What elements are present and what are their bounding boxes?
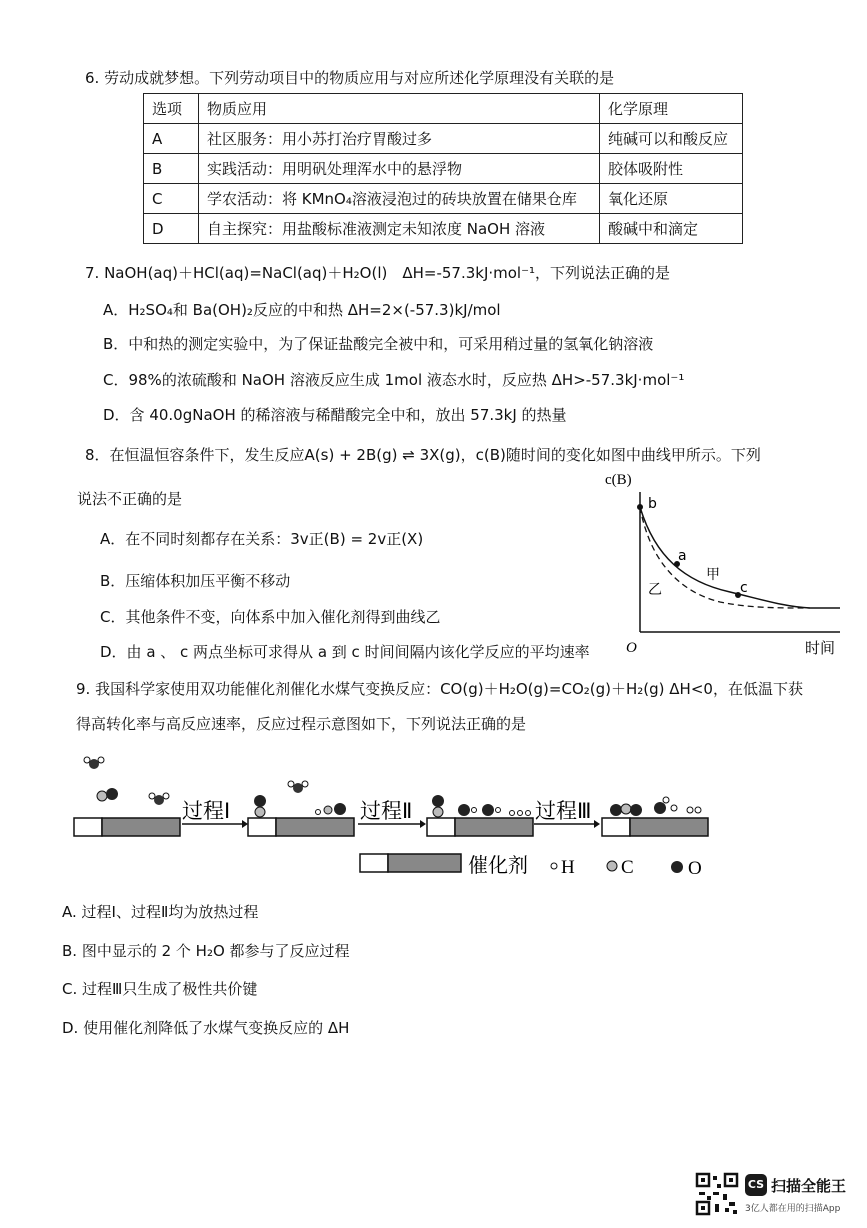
legend-h-label: H (561, 857, 575, 878)
legend (360, 853, 702, 879)
q8-option-b: B．压缩体积加压平衡不移动 (100, 572, 291, 590)
catalyst-2 (248, 818, 354, 836)
table-row (144, 124, 743, 154)
q9-stem-line2: 得高转化率与高反应速率，反应过程示意图如下，下列说法正确的是 (76, 715, 527, 733)
x-axis-label: 时间 (805, 639, 836, 657)
table-cell: 酸碱中和滴定 (600, 214, 743, 244)
brand-badge-icon: CS (745, 1174, 767, 1196)
legend-catalyst-right (388, 854, 461, 872)
brand-tagline: 3亿人都在用的扫描App (745, 1204, 841, 1214)
header-cell: 物质应用 (199, 94, 600, 124)
legend-h-icon (551, 863, 557, 869)
table-cell: 实践活动：用明矾处理浑水中的悬浮物 (199, 154, 600, 184)
table-cell: 自主探究：用盐酸标准液测定未知浓度 NaOH 溶液 (199, 214, 600, 244)
q8-stem-line2: 说法不正确的是 (77, 490, 183, 508)
legend-catalyst-left (360, 854, 388, 872)
reaction-process-diagram (70, 750, 720, 885)
q9-option-a: A. 过程Ⅰ、过程Ⅱ均为放热过程 (62, 903, 259, 921)
q6-stem: 6. 劳动成就梦想。下列劳动项目中的物质应用与对应所述化学原理没有关联的是 (85, 69, 615, 87)
table-cell: 纯碱可以和酸反应 (600, 124, 743, 154)
table-cell: 胶体吸附性 (600, 154, 743, 184)
q6-table (143, 93, 743, 244)
table-row (144, 154, 743, 184)
curve-yi-label: 乙 (648, 582, 662, 598)
q8-option-c: C．其他条件不变，向体系中加入催化剂得到曲线乙 (100, 608, 441, 626)
table-cell: D (144, 214, 199, 244)
point-b-label: b (648, 496, 657, 512)
table-row (144, 214, 743, 244)
origin-label: O (626, 640, 637, 656)
table-cell: C (144, 184, 199, 214)
q9-option-c: C. 过程Ⅲ只生成了极性共价键 (62, 980, 258, 998)
arrow-3-head (594, 820, 600, 828)
curve-jia-label: 甲 (706, 567, 720, 583)
y-axis-label: c(B) (605, 472, 632, 488)
legend-o-icon (671, 861, 683, 873)
table-cell: 社区服务：用小苏打治疗胃酸过多 (199, 124, 600, 154)
legend-c-label: C (621, 857, 634, 878)
q7-option-d: D．含 40.0gNaOH 的稀溶液与稀醋酸完全中和，放出 57.3kJ 的热量 (103, 406, 567, 424)
process-1-label: 过程Ⅰ (182, 799, 231, 823)
arrow-2-head (420, 820, 426, 828)
scanner-watermark (695, 1170, 855, 1222)
q9-stem-line1: 9. 我国科学家使用双功能催化剂催化水煤气变换反应：CO(g)＋H₂O(g)=CO₂(g)＋H₂(g) ΔH<0，在低温下获 (76, 680, 803, 698)
brand-name: 扫描全能王 (771, 1177, 847, 1195)
header-cell: 化学原理 (600, 94, 743, 124)
q9-option-d: D. 使用催化剂降低了水煤气变换反应的 ΔH (62, 1019, 350, 1037)
catalyst-1 (74, 818, 180, 836)
process-2-label: 过程Ⅱ (360, 799, 413, 823)
table-cell: 氧化还原 (600, 184, 743, 214)
curve-yi (640, 507, 810, 608)
molecules-stage-1 (84, 757, 169, 805)
legend-o-label: O (688, 858, 702, 879)
table-cell: B (144, 154, 199, 184)
table-cell: A (144, 124, 199, 154)
molecules-stage-2 (254, 781, 346, 817)
qr-code-icon (695, 1172, 739, 1216)
table-header-row (144, 94, 743, 124)
point-c-label: c (740, 580, 748, 596)
legend-catalyst-label: 催化剂 (468, 853, 528, 877)
q7-option-a: A．H₂SO₄和 Ba(OH)₂反应的中和热 ΔH=2×(-57.3)kJ/mol (103, 301, 501, 319)
catalyst-3 (427, 818, 533, 836)
header-cell: 选项 (144, 94, 199, 124)
q7-option-b: B．中和热的测定实验中，为了保证盐酸完全被中和，可采用稍过量的氢氧化钠溶液 (103, 335, 654, 353)
q8-option-a: A．在不同时刻都存在关系：3v正(B) = 2v正(X) (100, 530, 424, 548)
concentration-graph (600, 462, 850, 662)
table-cell: 学农活动：将 KMnO₄溶液浸泡过的砖块放置在储果仓库 (199, 184, 600, 214)
q7-option-c: C．98%的浓硫酸和 NaOH 溶液反应生成 1mol 液态水时，反应热 ΔH>-57.3kJ·mol⁻¹ (103, 371, 685, 389)
table-row (144, 184, 743, 214)
q8-option-d: D．由 a 、 c 两点坐标可求得从 a 到 c 时间间隔内该化学反应的平均速率 (100, 643, 590, 661)
molecules-stage-3 (432, 795, 531, 817)
point-a-label: a (678, 548, 687, 564)
q7-stem: 7. NaOH(aq)＋HCl(aq)=NaCl(aq)＋H₂O(l) ΔH=-57.3kJ·mol⁻¹，下列说法正确的是 (85, 264, 671, 282)
point-b (637, 504, 643, 510)
molecules-stage-4 (610, 797, 701, 816)
legend-c-icon (607, 861, 617, 871)
process-3-label: 过程Ⅲ (535, 799, 592, 823)
q9-option-b: B. 图中显示的 2 个 H₂O 都参与了反应过程 (62, 942, 350, 960)
q8-stem-line1: 8．在恒温恒容条件下，发生反应A(s) + 2B(g) ⇌ 3X(g)，c(B)随时间的变化如图中曲线甲所示。下列 (85, 446, 761, 464)
catalyst-4 (602, 818, 708, 836)
arrow-1-head (242, 820, 248, 828)
